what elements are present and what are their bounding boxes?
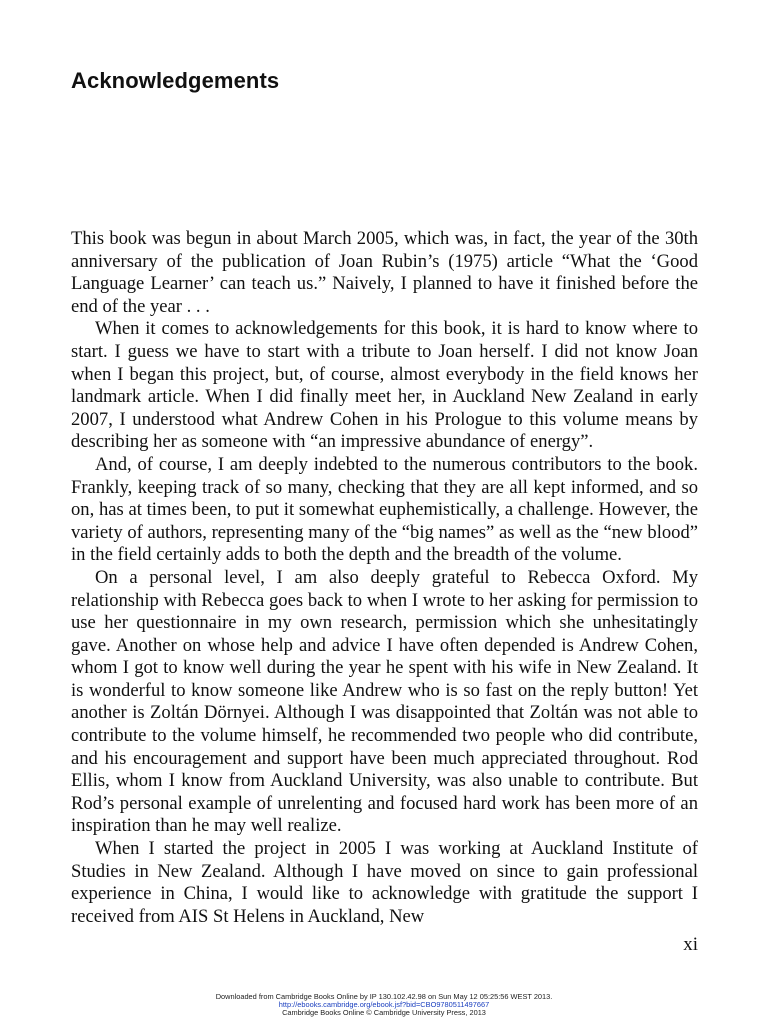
paragraph-2: When it comes to acknowledgements for this book, it is hard to know where to start. I guess we have to start with a tribute to Joan herself. I did not know Joan when I began this project, but, of course, almost everybody in the field knows her landmark article. When I did finally meet her, in Auckland New Zealand in early 2007, I understood what Andrew Cohen in his Prologue to this volume means by describing her as someone with “an impressive abundance of energy”. [71, 318, 698, 453]
paragraph-3: And, of course, I am deeply indebted to the numerous contributors to the book. Frankly, keeping track of so many, checking that they are all kept informed, and so on, has at times been, to put it somewhat euphemistically, a challenge. However, the variety of authors, representing many of the “big names” as well as the “new blood” in the field certainly adds to both the depth and the breadth of the volume. [71, 453, 698, 566]
ebook-link[interactable]: http://ebooks.cambridge.org/ebook.jsf?bid=CBO9780511497667 [278, 1000, 490, 1010]
download-notice: Downloaded from Cambridge Books Online by IP 130.102.42.98 on Sun May 12 05:25:56 WEST 2013. [215, 992, 553, 1001]
download-footer [0, 993, 768, 1018]
copyright-notice: Cambridge Books Online © Cambridge University Press, 2013 [282, 1008, 486, 1018]
paragraph-4: On a personal level, I am also deeply grateful to Rebecca Oxford. My relationship with Rebecca goes back to when I wrote to her asking for permission to use her questionnaire in my own research, permission which she unhesitatingly gave. Another on whose help and advice I have often depended is Andrew Cohen, whom I got to know well during the year he spent with his wife in New Zealand. It is wonderful to know someone like Andrew who is so fast on the reply button! Yet another is Zoltán Dörnyei. Although I was disappointed that Zoltán was not able to contribute to the volume himself, he recommended two people who did contribute, and his encouragement and support have been much appreciated throughout. Rod Ellis, whom I know from Auckland University, was also unable to contribute. But Rod’s personal example of unrelenting and focused hard work has been more of an inspiration than he may well realize. [71, 566, 698, 837]
paragraph-1: This book was begun in about March 2005, which was, in fact, the year of the 30th anniversary of the publication of Joan Rubin’s (1975) article “What the ‘Good Language Learner’ can teach us.” Naively, I planned to have it finished before the end of the year . . . [71, 228, 698, 317]
page-title: Acknowledgements [71, 68, 280, 93]
body-text [71, 228, 698, 928]
page-number: xi [683, 934, 698, 955]
paragraph-5: When I started the project in 2005 I was working at Auckland Institute of Studies in New Zealand. Although I have moved on since to gain professional experience in China, I would like to acknowledge with gratitude the support I received from AIS St Helens in Auckland, New [71, 838, 698, 927]
